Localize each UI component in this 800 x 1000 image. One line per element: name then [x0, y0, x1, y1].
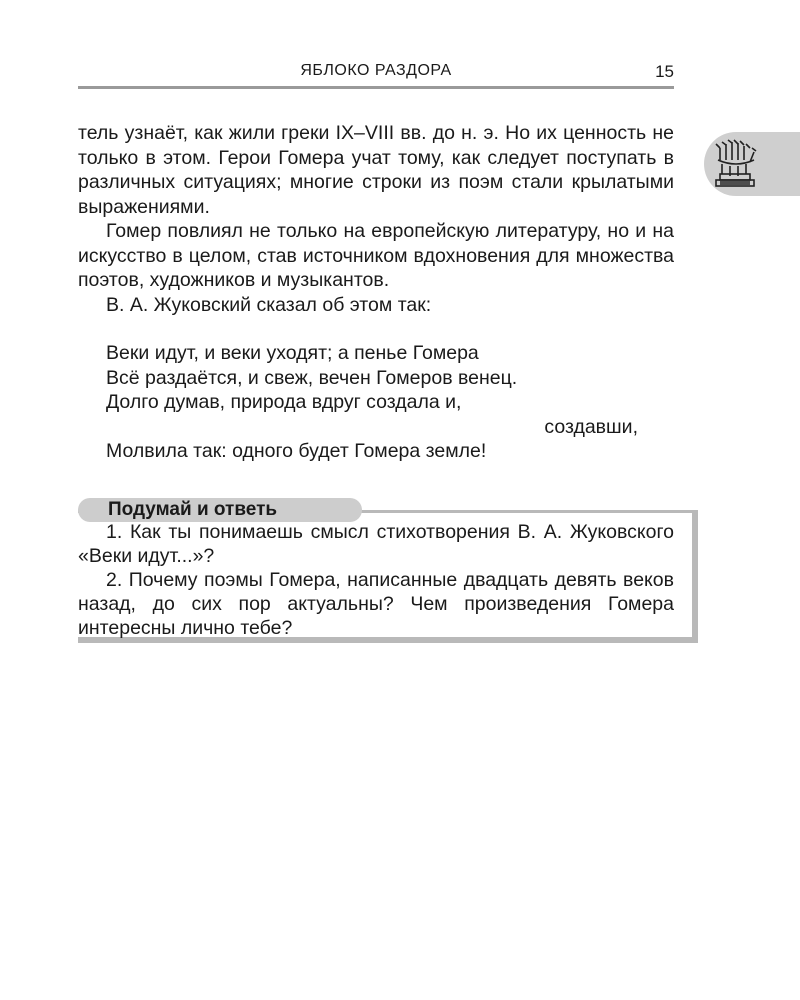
poem-line-continuation: создавши, [544, 415, 638, 438]
poem-line: Веки идут, и веки уходят; а пенье Гомера [106, 342, 479, 364]
body-text [78, 121, 674, 464]
question-item: 1. Как ты понимаешь смысл стихотворения В. А. Жуковского «Веки идут...»? [78, 521, 674, 567]
page-number: 15 [655, 62, 674, 81]
poem-line: Всё раздаётся, и свеж, вечен Гомеров венец. [106, 366, 518, 389]
header-rule [78, 86, 674, 89]
poem-quote [78, 341, 674, 464]
hand-emblem-icon [712, 138, 760, 190]
poem-line: Долго думав, природа вдруг создала и, [106, 391, 462, 413]
paragraph: В. А. Жуковский сказал об этом так: [106, 293, 432, 316]
running-header [78, 62, 674, 84]
paragraph: тель узнаёт, как жили греки IX–VIII вв. до н. э. Но их ценность не только в этом. Герои Гомера учат тому, как следует поступать в различных ситуациях; многие строки из поэм стали крылатыми выражениями. [78, 122, 674, 218]
questions-box [78, 498, 698, 640]
questions-list [78, 520, 674, 640]
poem-line: Молвила так: одного будет Гомера земле! [106, 440, 487, 462]
questions-heading: Подумай и ответь [78, 498, 362, 522]
question-item: 2. Почему поэмы Гомера, написанные двадцать девять веков назад, до сих пор актуальны? Чем произведения Гомера интересны лично тебе? [78, 569, 674, 639]
chapter-title: ЯБЛОКО РАЗДОРА [300, 62, 452, 79]
paragraph: Гомер повлиял не только на европейскую литературу, но и на искусство в целом, став источником вдохновения для множества поэтов, художников и музыкантов. [78, 220, 674, 291]
